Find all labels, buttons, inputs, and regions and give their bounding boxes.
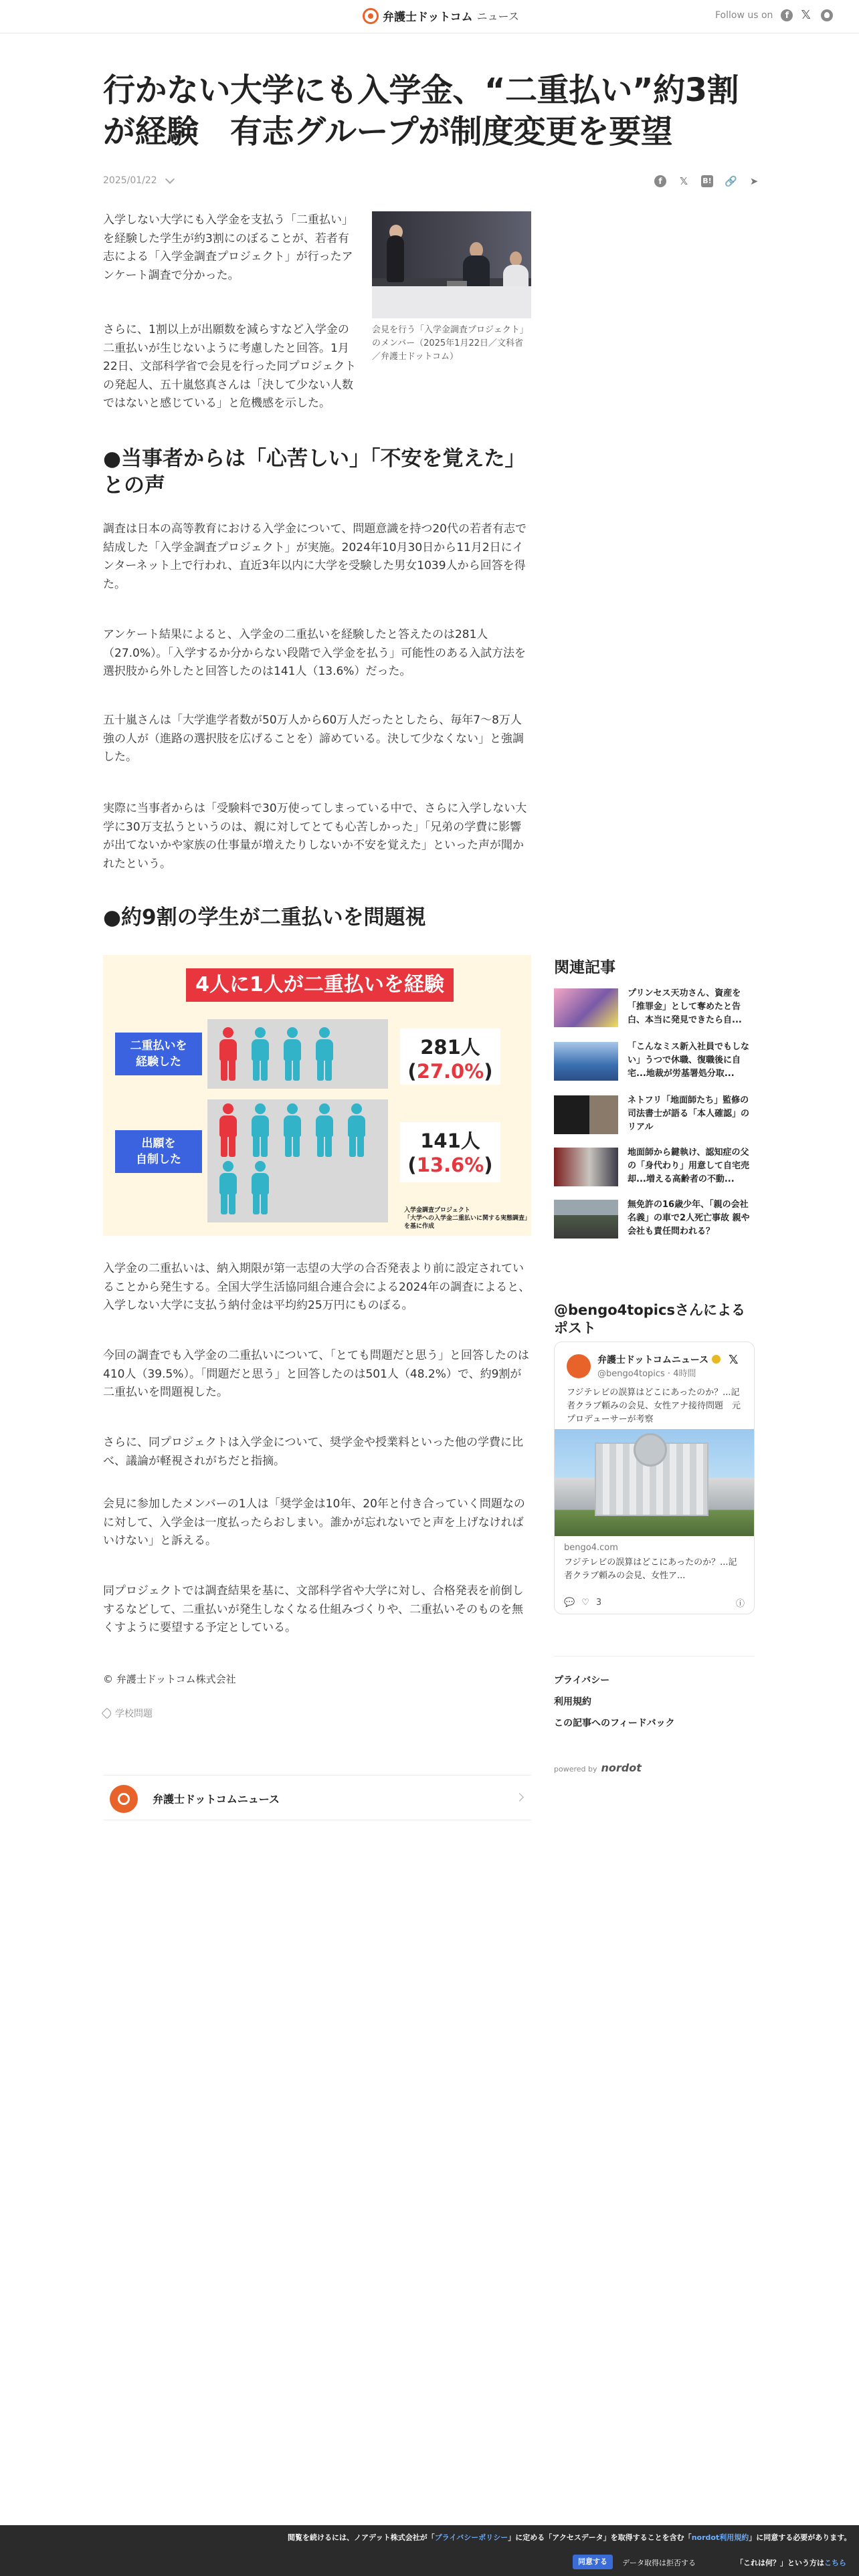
x-icon[interactable]: 𝕏 <box>729 1353 739 1367</box>
related-heading: 関連記事 <box>554 959 615 976</box>
person-icon <box>218 1027 238 1081</box>
paragraph-7: 入学金の二重払いは、納入期限が第一志望の大学の合否発表より前に設定されていることから発生する。全国大学生活協同組合連合会による2024年の調査によると、入学しない大学に支払う納付金は平均約25万円にものぼる。 <box>103 1262 531 1312</box>
verified-icon <box>712 1355 721 1364</box>
author-card[interactable] <box>103 1775 531 1820</box>
infographic-source: 入学金調査プロジェクト 「大学への入学金二重払いに関する実態調査」 を基に作成 <box>404 1207 531 1230</box>
paragraph-intro-2: さらに、1割以上が出願数を減らすなど入学金の二重払いが生じないように考慮したと回答。1月22日、文部科学省で会見を行った同プロジェクトの発起人、五十嵐悠真さんは「決して少ない人数ではないと感じている」と危機感を示した。 <box>103 323 357 410</box>
section-heading-1: ●当事者からは「心苦しい」「不安を覚えた」との声 <box>103 447 526 498</box>
tag-icon <box>102 1708 113 1719</box>
related-item[interactable] <box>554 1148 755 1188</box>
paragraph-3: 調査は日本の高等教育における入学金について、問題意識を持つ20代の若者有志で結成した「入学金調査プロジェクト」が実施。2024年10月30日から11月2日にインターネット上で行われ、直近3年以内に大学を受験した男女1039人から回答を得た。 <box>103 522 527 591</box>
related-thumbnail <box>554 988 618 1027</box>
stat-double-paid: 281人 (27.0%) <box>400 1029 500 1085</box>
reply-icon[interactable]: 💬 <box>564 1598 575 1608</box>
what-is-this: 「これは何？」という方はこちら <box>736 2559 846 2567</box>
stat-percent: 13.6% <box>416 1154 484 1176</box>
section-heading-2: ●約9割の学生が二重払いを問題視 <box>103 905 426 930</box>
label-refrained: 出願を 自制した <box>115 1130 202 1173</box>
send-icon[interactable]: ➤ <box>749 175 759 187</box>
consent-message: 閲覧を続けるには、ノアデット株式会社が「プライバシーポリシー」に定める「アクセスデータ」を取得することを含む「nordot利用規約」に同意する必要があります。 <box>288 2533 852 2542</box>
like-icon[interactable]: ♡ <box>581 1598 589 1608</box>
logo-sub: ニュース <box>476 10 519 23</box>
person-icon <box>218 1103 238 1157</box>
person-icon <box>282 1103 302 1157</box>
follow-us <box>715 9 833 21</box>
related-item[interactable] <box>554 1042 755 1082</box>
what-is-this-link[interactable]: こちら <box>824 2559 846 2567</box>
article-meta <box>103 175 173 186</box>
paragraph-intro-1: 入学しない大学にも入学金を支払う「二重払い」を経験した学生が約3割にのぼることが、若者有志による「入学金調査プロジェクト」が行ったアンケート調査で分かった。 <box>103 213 353 282</box>
infographic[interactable] <box>103 955 531 1236</box>
post-author: 弁護士ドットコムニュース <box>597 1353 721 1366</box>
paragraph-5: 五十嵐さんは「大学進学者数が50万人から60万人だったとしたら、毎年7〜8万人強の人が（進路の選択肢を広げることを）諦めている。決して少なくない」と強調した。 <box>103 714 524 764</box>
person-icon <box>314 1103 335 1157</box>
terms-link[interactable]: 利用規約 <box>554 1697 591 1707</box>
powered-by[interactable]: powered by nordot <box>554 1761 642 1774</box>
person-icon <box>218 1161 238 1214</box>
person-icon <box>250 1161 270 1214</box>
link-icon[interactable]: 🔗 <box>725 175 737 187</box>
related-title: ネトフリ「地面師たち」監修の司法書士が語る「本人確認」のリアル <box>628 1095 750 1132</box>
refuse-button[interactable]: データ取得は拒否する <box>622 2559 696 2567</box>
related-item[interactable] <box>554 1095 755 1136</box>
author-avatar <box>110 1785 138 1813</box>
logo-icon <box>363 8 379 24</box>
paragraph-6: 実際に当事者からは「受験料で30万使ってしまっている中で、さらに入学しない大学に30万支払うというのは、親に対してとても心苦しかった」「兄弟の学費に影響が出てないかや家族の仕事量が増えたりしないか不安を覚えた」といった声が聞かれたという。 <box>103 802 527 871</box>
x-icon[interactable]: 𝕏 <box>801 8 811 22</box>
related-title: 無免許の16歳少年、「親の会社名義」の車で2人死亡事故 親や会社も責任問われる？ <box>628 1200 750 1237</box>
github-icon[interactable] <box>821 9 833 21</box>
privacy-link[interactable]: プライバシー <box>554 1675 610 1686</box>
photo-caption: 会見を行う「入学金調査プロジェクト」のメンバー（2025年1月22日／文科省／弁護士ドットコム） <box>372 325 529 362</box>
sidebar-links <box>554 1656 755 1734</box>
stat-percent: 27.0% <box>416 1060 484 1083</box>
label-double-paid: 二重払いを 経験した <box>115 1033 202 1075</box>
share-bar <box>654 175 760 187</box>
person-icon <box>250 1027 270 1081</box>
infographic-headline: 4人に1人が二重払いを経験 <box>186 968 454 1002</box>
person-icon <box>250 1103 270 1157</box>
person-icon <box>282 1027 302 1081</box>
person-icon <box>347 1103 367 1157</box>
tag-link[interactable]: 学校問題 <box>115 1709 153 1719</box>
article-date: 2025/01/22 <box>103 175 157 186</box>
chevron-down-icon[interactable] <box>165 174 175 183</box>
paragraph-4: アンケート結果によると、入学金の二重払いを経験したと答えたのは281人（27.0%）。「入学するか分からない段階で入学金を払う」可能性のある入試方法を選択肢から外したと回答したのは141人（13.6%）だった。 <box>103 628 527 678</box>
chevron-right-icon <box>515 1793 524 1802</box>
paragraph-8: 今回の調査でも入学金の二重払いについて、「とても問題だと思う」と回答したのは410人（39.5%）。「問題だと思う」と回答したのは501人（48.2%）で、約9割が二重払いを問題視した。 <box>103 1349 529 1399</box>
agree-button[interactable]: 同意する <box>573 2555 613 2569</box>
article-title: 行かない大学にも入学金、“二重払い”約3割が経験 有志グループが制度変更を要望 <box>103 72 739 150</box>
paragraph-10: 会見に参加したメンバーの1人は「奨学金は10年、20年と付き合っていく問題なのに対して、入学金は一度払ったらおしまい。誰かが忘れないでと声を上げなければいけない」と訴える。 <box>103 1497 525 1547</box>
related-thumbnail <box>554 1042 618 1081</box>
related-thumbnail <box>554 1148 618 1186</box>
related-thumbnail <box>554 1200 618 1239</box>
stat-count: 281人 <box>420 1036 480 1059</box>
feedback-link[interactable]: この記事へのフィードバック <box>554 1718 675 1729</box>
paragraph-11: 同プロジェクトでは調査結果を基に、文部科学省や大学に対し、合格発表を前倒しするなどして、二重払いが発生しなくなる仕組みづくりや、二重払いそのものを無くすように要望する予定としている。 <box>103 1584 524 1634</box>
tag-list <box>103 1707 153 1720</box>
site-header <box>0 0 859 33</box>
logo-brand: 弁護士ドットコム <box>383 11 473 24</box>
post-text: フジテレビの誤算はどこにあったのか？...記者クラブ頼みの会見、女性アナ接待問題 元プロデューサーが考察 <box>567 1388 741 1424</box>
paragraph-9: さらに、同プロジェクトは入学金について、奨学金や授業料といった他の学費に比べ、議論が軽視されがちだと指摘。 <box>103 1436 523 1468</box>
stat-refrained: 141人 (13.6%) <box>400 1122 500 1182</box>
privacy-policy-link[interactable]: プライバシーポリシー <box>434 2533 508 2542</box>
site-logo[interactable] <box>363 7 519 24</box>
facebook-icon[interactable]: f <box>654 175 666 187</box>
cookie-consent-bar <box>0 2525 859 2576</box>
info-icon[interactable]: ⓘ <box>735 1599 745 1609</box>
embedded-post[interactable] <box>554 1341 755 1614</box>
facebook-icon[interactable]: f <box>781 9 793 21</box>
like-count: 3 <box>595 1598 602 1608</box>
stat-count: 141人 <box>420 1130 480 1152</box>
follow-label: Follow us on <box>715 10 773 21</box>
post-actions <box>564 1596 745 1609</box>
related-title: プリンセス天功さん、資産を「推罪金」として奪めたと告白、本当に発見できたら自... <box>628 988 742 1025</box>
post-link-domain: bengo4.com <box>564 1543 618 1553</box>
person-icon <box>314 1027 335 1081</box>
related-title: 地面師から鍵執け、認知症の父の「身代わり」用意して自宅売却...増える高齢者の不動... <box>628 1148 750 1184</box>
copyright: © 弁護士ドットコム株式会社 <box>103 1673 236 1685</box>
terms-link[interactable]: nordot利用規約 <box>691 2533 749 2542</box>
post-link-title[interactable]: フジテレビの誤算はどこにあったのか？...記者クラブ頼みの会見、女性ア... <box>564 1558 737 1581</box>
related-item[interactable] <box>554 988 755 1029</box>
related-title: 「こんなミス新入社員でもしない」うつで休職、復職後に自宅...地裁が労基署処分取... <box>628 1042 750 1079</box>
author-name: 弁護士ドットコムニュース <box>153 1793 280 1806</box>
post-handle: @bengo4topics · 4時間 <box>597 1369 696 1379</box>
x-icon[interactable]: 𝕏 <box>679 175 688 187</box>
post-avatar <box>567 1354 591 1378</box>
embedded-post-heading: @bengo4topicsさんによるポスト <box>554 1302 745 1336</box>
hatena-icon[interactable]: B! <box>701 175 713 187</box>
press-conference-photo[interactable] <box>372 211 531 318</box>
related-item[interactable] <box>554 1200 755 1240</box>
related-thumbnail <box>554 1095 618 1134</box>
